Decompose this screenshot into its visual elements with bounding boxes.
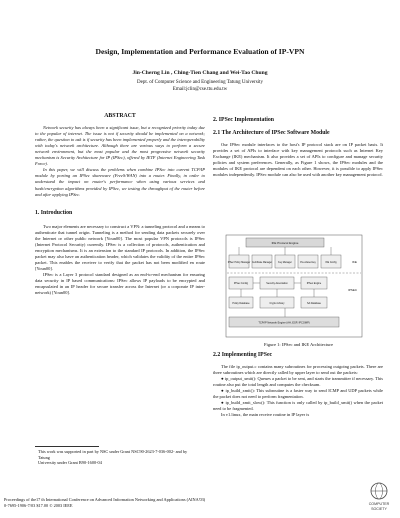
logo-text: SOCIETY <box>371 507 387 511</box>
row1-boxes <box>228 255 341 268</box>
affiliation-line: Dept. of Computer Science and Engineering Tatung University <box>137 80 263 85</box>
section-2-heading: 2. IPSec Implementation <box>213 117 275 123</box>
section-2-2-heading: 2.2 Implementing IPSec <box>213 352 273 358</box>
bullet-text: ip_build_xmit(): This subroutine is a faster way to send ICMP and UDP packets while the packet does not need to perform fragmentation. <box>213 388 383 400</box>
row1-label: Key Manager <box>278 262 292 264</box>
computer-society-logo <box>362 480 396 512</box>
abstract-heading: ABSTRACT <box>104 113 136 119</box>
row2-boxes <box>229 277 327 289</box>
paper-affiliation <box>0 79 400 93</box>
logo-text: COMPUTER <box>368 502 390 506</box>
row2-label: Security Association <box>266 282 288 285</box>
footnote-rule <box>35 446 99 447</box>
proceedings-line: Proceedings of the17 th International Conference on Advanced Information Networking and Applications (AINA'03) <box>4 497 206 502</box>
section-2-2-paragraph: In v1.linux, the main receive routine in IP layer is <box>221 412 310 418</box>
paper-title: Design, Implementation and Performance Evaluation of IP-VPN <box>95 47 305 56</box>
footnote <box>38 449 198 466</box>
paper-authors: Jin-Cherng Lin , Ching-Tien Chang and Wei-Tao Chung <box>132 70 268 76</box>
section-2-1-heading: 2.1 The Architecture of IPSec Software Module <box>213 130 330 137</box>
tcpip-engine-label: TCP/IP Network Engine (AH, ESP, IPCOMP) <box>258 321 310 325</box>
abstract-paragraph: Network security has always been a significant issue, but a recognized priority today due to the popular of internet. The issue is not if security should be implemented on a network; rather, the question to ask is if security has been implemented properly and the interoperability with today's network architecture. Although there are various ways to perform a secure network environment, but the most popular and the most progressive network security mechanism is Security Architecture for IP (IPSec), offered by IETF (Internet Engineering Task Force). <box>35 125 205 167</box>
section-2-2-paragraph: The file ip_output.c contains many subroutines for processing outgoing packets. There are three subroutines which are directly called by upper layer to send out the packets: <box>213 364 383 376</box>
row3-label: Crypto Library <box>269 302 285 305</box>
row1-label: IKE Config <box>325 262 337 264</box>
bullet-text: ip_build_xmit_slow(): This function is only called by ip_build_xmit() when the packet need to be fragmented. <box>213 400 383 412</box>
figure-caption: Figure 1: IPSec and IKE Architecture <box>263 342 333 347</box>
side-label: IKE <box>352 260 357 264</box>
side-label: IPSEC <box>348 288 358 292</box>
isbn-line: 0-7695-1906-7/03 $17.00 © 2003 IEEE <box>4 502 73 508</box>
left-column <box>35 113 205 296</box>
row3-label: SA Database <box>307 302 321 305</box>
intro-heading: 1. Introduction <box>35 209 73 216</box>
row1-label: Pre-shared key <box>300 262 316 264</box>
row1-label: IPSec Policy Manager <box>227 262 251 264</box>
bullet-item: ● ip_output_xmit(): Queues a packet to be sent, and starts the transmitter if necessary. This routine also put the total length and computes the checksum. <box>213 376 383 388</box>
bullet-text: ip_output_xmit(): Queues a packet to be sent, and starts the transmitter if necessary. This routine also put the total length and computes the checksum. <box>213 376 383 388</box>
footnote-line: This work was supported in part by NSC under Grant NSC90-2623-7-036-002- and by Tatung <box>38 449 188 460</box>
intro-paragraph: IPSec is a Layer 3 protocol standard designed as an end-to-end mechanism for ensuring data security in IP based communications: IPSec allows IP payloads to be encrypted and encapsulated in an IP header for secure transfer across the Internet (or a corporate IP inter-network) [Youn00]. <box>35 272 205 296</box>
row3-boxes <box>229 297 327 308</box>
right-column-top <box>213 117 383 178</box>
bullet-item: ● ip_build_xmit(): This subroutine is a faster way to send ICMP and UDP packets while the packet does not need to perform fragmentation. <box>213 388 383 400</box>
bullet-item: ● ip_build_xmit_slow(): This function is only called by ip_build_xmit() when the packet need to be fragmented. <box>213 400 383 412</box>
ike-engine-label: IKE Protocol Engine <box>271 241 299 245</box>
email-line: Email:jclin@cse.ttu.edu.tw <box>172 87 228 92</box>
intro-paragraph: Two major elements are necessary to construct a VPN: a tunneling protocol and a means to authenticate that tunnel origin. Tunneling is a method for sending data packets securely over the Internet or other public network [Youn00]. The most popular VPN protocols is IPSec (Internet Protocol Security) currently. IPSec is a collection of protocols, authentication and encryption mechanisms. It is an extension to the standard IP protocols. In addition, the IPSec packet may also have an authentication header, which validates the validity of the entire IPSec packet. This enables the receiver to verify that the packet has not been modified en route [Youn00]. <box>35 223 205 271</box>
row1-label: Certificate Manager <box>251 262 273 264</box>
footnote-line: University under Grant B90-1600-04 <box>38 460 102 466</box>
page-footer <box>4 497 334 509</box>
row2-label: IPSec Engine <box>306 282 322 285</box>
section-2-1-paragraph: Our IPSec module interfaces to the host's IP protocol stack are on IP packet basis. It provides a set of APIs to interface with key management protocols such as Internet Key Exchange (IKE) mechanism. It also provides a set of APIs to configure and manage security policies and system preferences. Generally, as Figure 1 shows, the IPSec modules and the modules of IKE protocol are dependent on each other. However, it is possible to apply IPSec modules independently. IPSec module can also be used with another key management protocol. <box>213 142 383 178</box>
row2-label: IPSec Config <box>234 282 248 285</box>
right-column-bottom <box>213 352 383 418</box>
row3-label: Policy Database <box>232 302 250 305</box>
abstract-paragraph: In this paper, we will discuss the problems when combine IPSec into current TCP/IP module by porting an IPSec shareware (FreeS/WAN) into a router. Finally, in order to understand the impact on router's performance when using various services and hash/encryption algorithms provided by IPSec, we testing the throughput of the router before and after applying IPSec. <box>35 167 205 197</box>
ipsec-ike-architecture-diagram <box>224 233 364 339</box>
